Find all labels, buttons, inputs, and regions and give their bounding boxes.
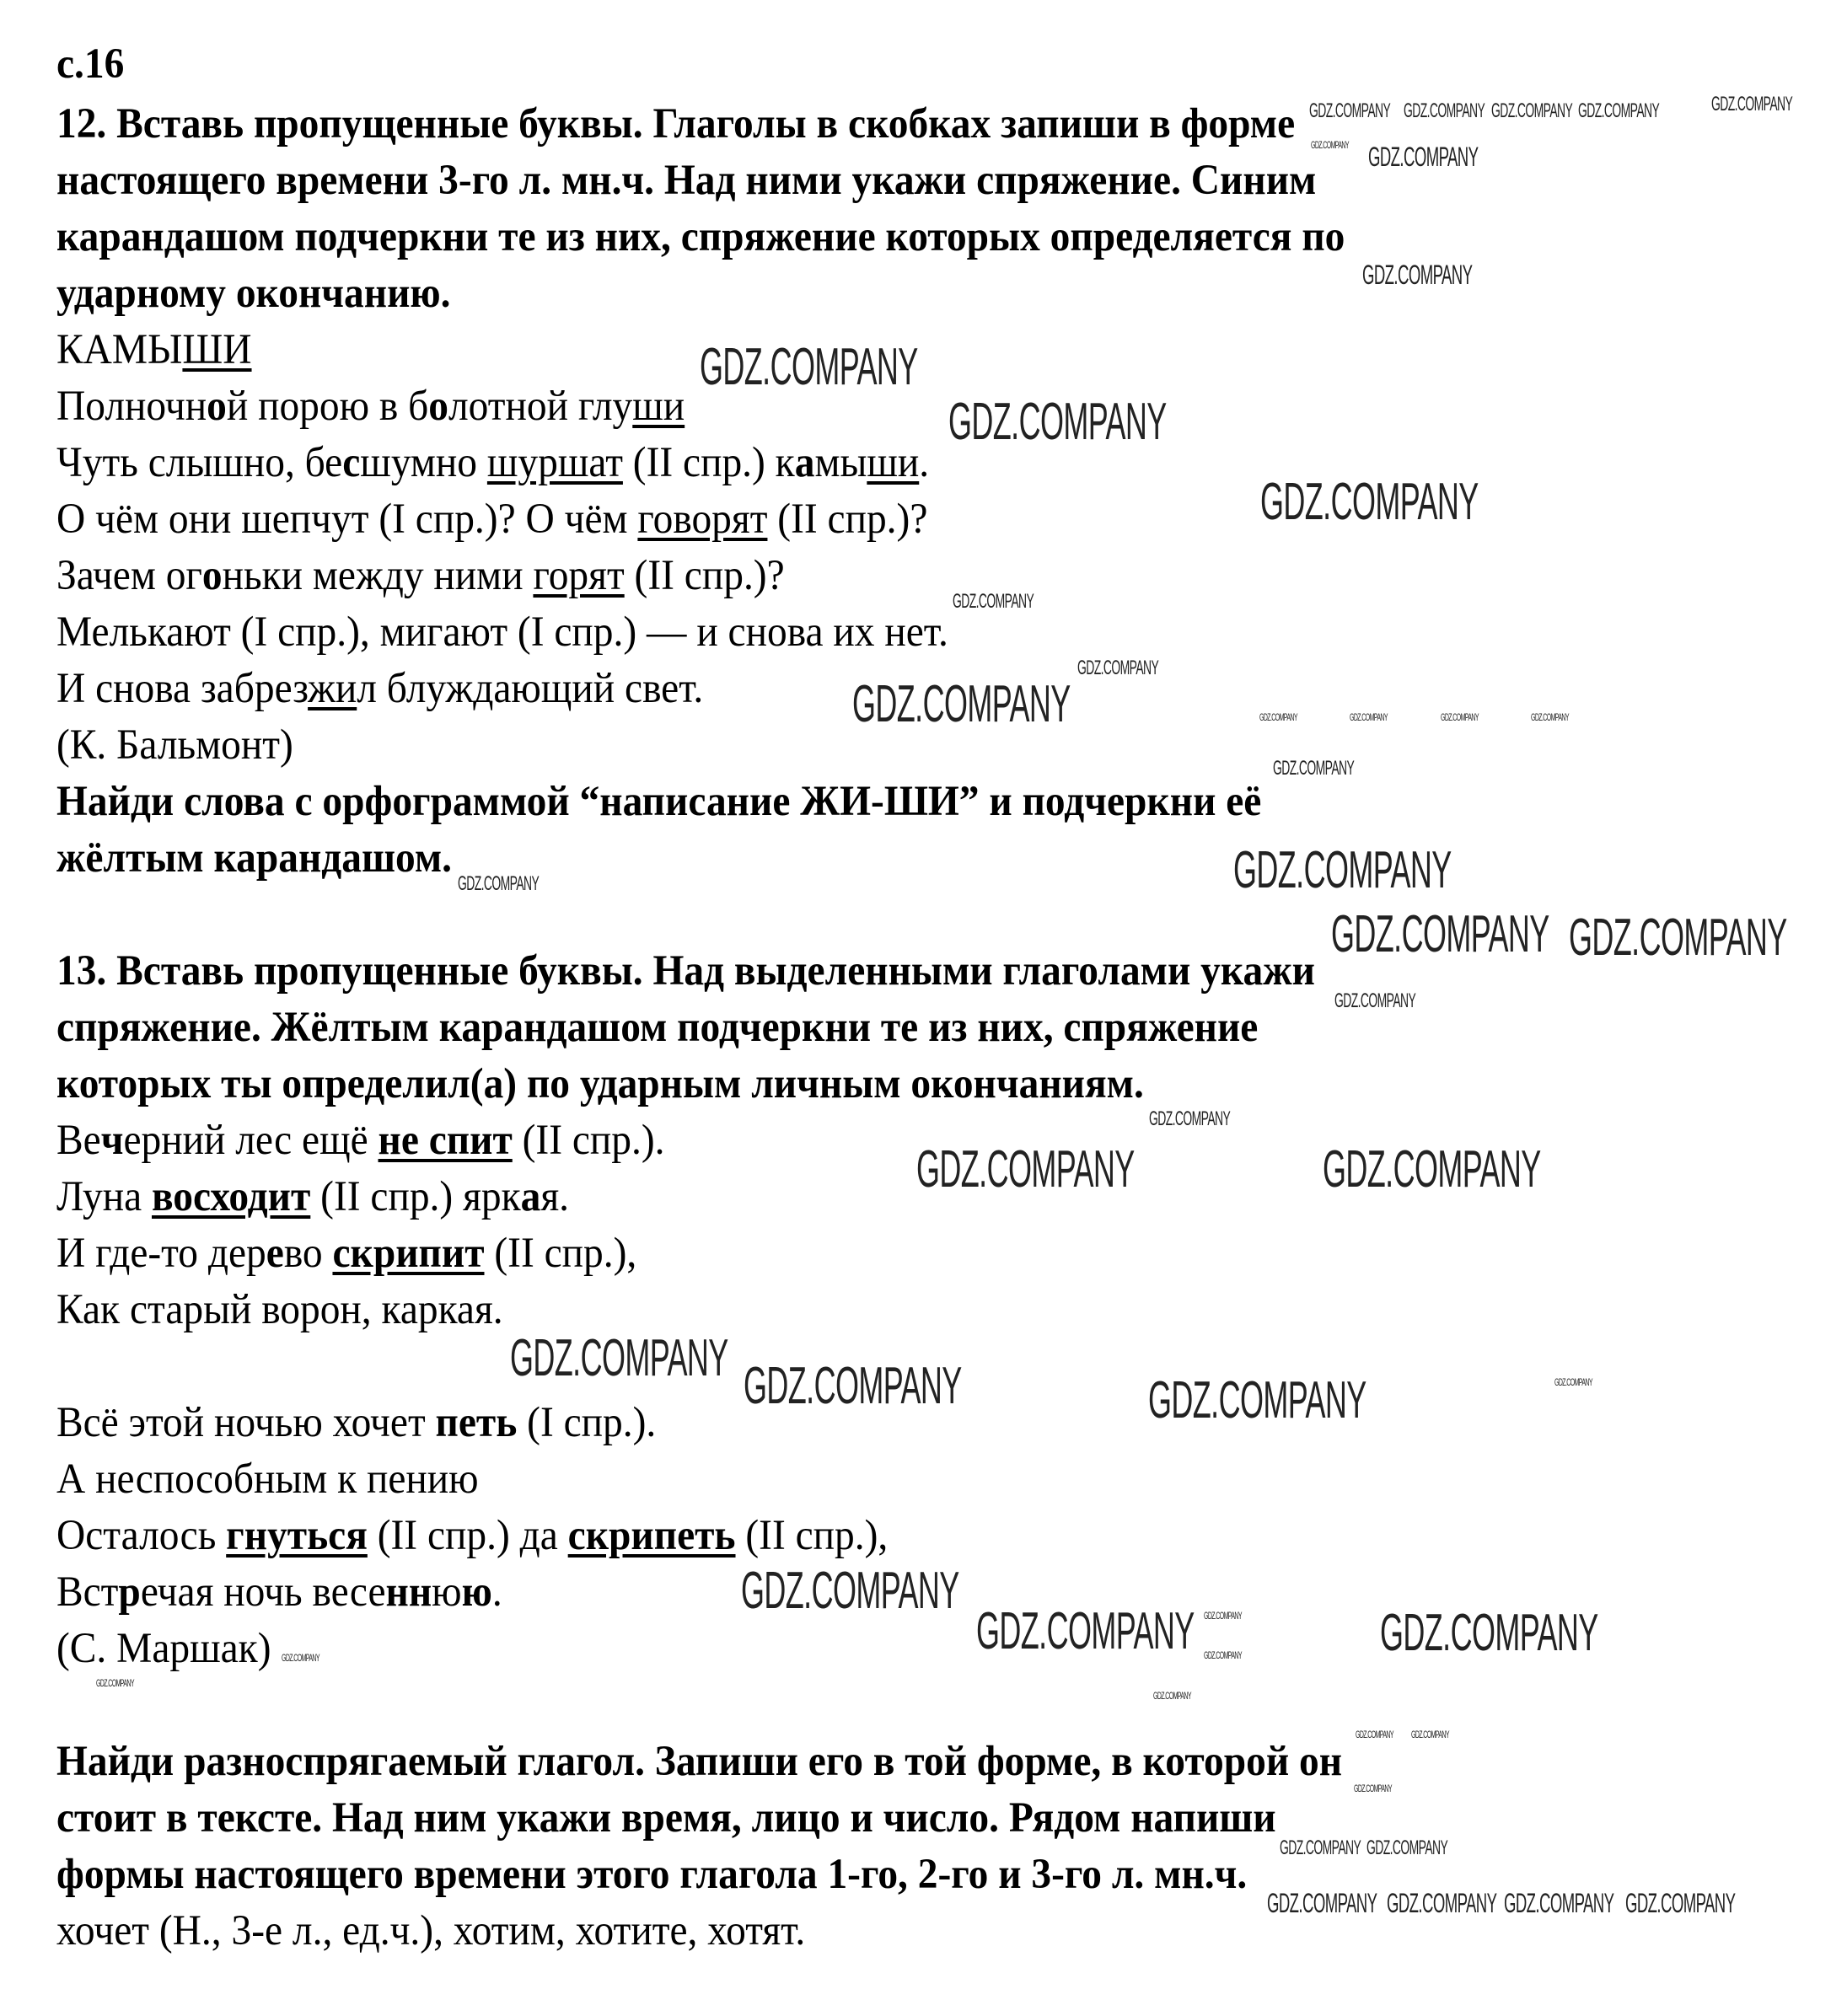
watermark: GDZ.COMPANY <box>1233 841 1452 899</box>
watermark: GDZ.COMPANY <box>1504 1888 1614 1918</box>
bold-text: р <box>118 1568 141 1616</box>
task-text-line <box>56 209 1703 265</box>
task-text-line <box>56 1734 1703 1790</box>
text-segment: Найди слова с орфограммой “написание ЖИ-ШИ” и подчеркни её <box>56 778 1262 825</box>
underlined-text: шуршат <box>486 439 623 486</box>
text-segment: стоит в тексте. Над ним укажи время, лицо и число. Рядом напиши <box>56 1794 1276 1842</box>
watermark: GDZ.COMPANY <box>1148 1371 1366 1429</box>
text-segment: . <box>919 439 930 486</box>
bold-text: о <box>207 383 227 430</box>
watermark: GDZ.COMPANY <box>700 338 918 396</box>
underlined-text: восходит <box>151 1173 311 1220</box>
watermark: GDZ.COMPANY <box>1411 1729 1449 1740</box>
task-text-line <box>56 1790 1703 1847</box>
underlined-text: ШИ <box>182 326 252 373</box>
text-segment: л блуждающий свет. <box>357 665 704 712</box>
text-segment: А неспособным к пению <box>56 1456 479 1503</box>
text-line <box>56 1225 1703 1282</box>
underlined-text: скрипеть <box>567 1512 736 1559</box>
text-segment: Ве <box>56 1117 101 1164</box>
watermark: GDZ.COMPANY <box>1711 93 1793 115</box>
watermark: GDZ.COMPANY <box>1204 1610 1242 1622</box>
text-segment: настоящего времени 3-го л. мн.ч. Над ними укажи спряжение. Синим <box>56 157 1317 204</box>
bold-text: е <box>266 1230 284 1277</box>
watermark: GDZ.COMPANY <box>458 872 540 895</box>
text-segment: во <box>283 1230 333 1277</box>
watermark: GDZ.COMPANY <box>96 1677 134 1689</box>
text-segment: 12. Вставь пропущенные буквы. Глаголы в скобках запиши в форме <box>56 100 1296 147</box>
watermark: GDZ.COMPANY <box>916 1140 1135 1198</box>
text-segment: (II спр.) да <box>367 1512 568 1559</box>
watermark: GDZ.COMPANY <box>1280 1836 1361 1859</box>
text-segment: которых ты определил(а) по ударным личным окончаниям. <box>56 1060 1144 1107</box>
text-line <box>56 1282 1703 1338</box>
underlined-text: скрипит <box>332 1230 485 1277</box>
watermark: GDZ.COMPANY <box>1273 757 1355 780</box>
text-segment: (II спр.) ярк <box>310 1173 521 1220</box>
watermark: GDZ.COMPANY <box>1309 99 1391 122</box>
watermark: GDZ.COMPANY <box>1531 711 1569 723</box>
text-line <box>56 1508 1703 1564</box>
watermark: GDZ.COMPANY <box>1311 139 1349 151</box>
text-segment: ньки между ними <box>222 552 534 599</box>
watermark: GDZ.COMPANY <box>1441 711 1479 723</box>
text-segment: Осталось <box>56 1512 227 1559</box>
text-segment: хочет (Н., 3-е л., ед.ч.), хотим, хотите, хотят. <box>56 1907 806 1954</box>
task-text-line <box>56 1000 1703 1056</box>
bold-text: о <box>428 383 448 430</box>
watermark: GDZ.COMPANY <box>953 590 1034 613</box>
text-segment: формы настоящего времени этого глагола 1-го, 2-го и 3-го л. мн.ч. <box>56 1851 1248 1898</box>
text-segment: Вст <box>56 1568 119 1616</box>
watermark: GDZ.COMPANY <box>1204 1649 1242 1661</box>
text-segment: Всё этой ночью хочет <box>56 1399 436 1446</box>
bold-text: ю <box>461 1568 492 1616</box>
text-segment: шумно <box>360 439 487 486</box>
text-segment: (II спр.), <box>484 1230 637 1277</box>
bold-text: а <box>794 439 815 486</box>
text-segment: ударному окончанию. <box>56 270 451 317</box>
watermark: GDZ.COMPANY <box>1331 905 1549 963</box>
bold-text: с <box>342 439 361 486</box>
watermark: GDZ.COMPANY <box>948 393 1167 451</box>
watermark: GDZ.COMPANY <box>1366 1836 1448 1859</box>
bold-text: ч <box>100 1117 124 1164</box>
text-segment: И где-то дер <box>56 1230 266 1277</box>
watermark: GDZ.COMPANY <box>1267 1888 1377 1918</box>
text-segment: жёлтым карандашом. <box>56 834 453 882</box>
page-label: с.16 <box>56 40 125 88</box>
document-body <box>56 93 1827 1960</box>
bold-text: нн <box>385 1568 432 1616</box>
text-segment: КАМЫ <box>56 326 183 373</box>
text-segment: (I спр.). <box>517 1399 657 1446</box>
text-segment: (К. Бальмонт) <box>56 721 293 769</box>
bold-text: о <box>201 552 223 599</box>
watermark: GDZ.COMPANY <box>1554 1376 1592 1388</box>
bold-text: петь <box>435 1399 518 1446</box>
watermark: GDZ.COMPANY <box>1368 142 1479 172</box>
underlined-text: горят <box>533 552 625 599</box>
watermark: GDZ.COMPANY <box>1387 1888 1497 1918</box>
watermark: GDZ.COMPANY <box>1380 1604 1598 1662</box>
watermark: GDZ.COMPANY <box>852 675 1071 733</box>
text-line <box>56 1451 1703 1508</box>
underlined-text: говорят <box>637 496 768 543</box>
bold-text: а <box>520 1173 541 1220</box>
text-segment: Найди разноспрягаемый глагол. Запиши его в той форме, в которой он <box>56 1738 1343 1785</box>
text-segment: спряжение. Жёлтым карандашом подчеркни те из них, спряжение <box>56 1004 1259 1051</box>
task-text-line <box>56 1056 1703 1113</box>
text-segment: я. <box>540 1173 570 1220</box>
text-segment: ю <box>432 1568 462 1616</box>
text-segment: (II спр.). <box>512 1117 665 1164</box>
watermark: GDZ.COMPANY <box>1259 711 1297 723</box>
watermark: GDZ.COMPANY <box>282 1652 319 1664</box>
text-segment: й порою в б <box>226 383 429 430</box>
text-segment: О чём они шепчут (I спр.)? О чём <box>56 496 638 543</box>
text-segment: лотной глу <box>448 383 633 430</box>
blank-line <box>56 1677 1703 1734</box>
watermark: GDZ.COMPANY <box>744 1357 962 1415</box>
text-segment: (II спр.)? <box>767 496 928 543</box>
text-line <box>56 548 1703 604</box>
text-segment: (II спр.), <box>735 1512 889 1559</box>
watermark: GDZ.COMPANY <box>1625 1888 1736 1918</box>
underlined-text: ши <box>867 439 920 486</box>
watermark: GDZ.COMPANY <box>1491 99 1573 122</box>
text-segment: Мелькают (I спр.), мигают (I спр.) — и снова их нет. <box>56 609 948 656</box>
watermark: GDZ.COMPANY <box>1356 1729 1393 1740</box>
task-text-line <box>56 774 1703 830</box>
text-line <box>56 604 1703 661</box>
watermark: GDZ.COMPANY <box>510 1329 728 1387</box>
watermark: GDZ.COMPANY <box>1350 711 1388 723</box>
text-segment: 13. Вставь пропущенные буквы. Над выделенными глаголами укажи <box>56 947 1315 995</box>
text-segment: . <box>491 1568 502 1616</box>
text-segment: ечая ночь весе <box>140 1568 386 1616</box>
text-segment: ерний лес ещё <box>123 1117 379 1164</box>
text-segment: (С. Маршак) <box>56 1625 271 1672</box>
watermark: GDZ.COMPANY <box>1404 99 1485 122</box>
watermark: GDZ.COMPANY <box>1354 1783 1392 1794</box>
text-segment: (II спр.) к <box>622 439 795 486</box>
watermark: GDZ.COMPANY <box>976 1602 1195 1660</box>
watermark: GDZ.COMPANY <box>1323 1140 1541 1198</box>
text-segment: (II спр.)? <box>624 552 785 599</box>
underlined-text: гнуться <box>226 1512 368 1559</box>
watermark: GDZ.COMPANY <box>1334 989 1416 1012</box>
task-text-line <box>56 830 1703 887</box>
underlined-text: не спит <box>378 1117 513 1164</box>
text-segment: Как старый ворон, каркая. <box>56 1286 503 1333</box>
watermark: GDZ.COMPANY <box>1153 1690 1191 1702</box>
text-segment: карандашом подчеркни те из них, спряжение которых определяется по <box>56 213 1345 260</box>
watermark: GDZ.COMPANY <box>1569 909 1787 967</box>
watermark: GDZ.COMPANY <box>1149 1107 1231 1130</box>
underlined-text: жи <box>308 665 357 712</box>
watermark: GDZ.COMPANY <box>1362 260 1473 290</box>
text-segment: мы <box>814 439 867 486</box>
text-segment: Чуть слышно, бе <box>56 439 343 486</box>
text-segment: И снова забрез <box>56 665 309 712</box>
text-segment: Зачем ог <box>56 552 202 599</box>
watermark: GDZ.COMPANY <box>1077 657 1159 679</box>
watermark: GDZ.COMPANY <box>1578 99 1660 122</box>
watermark: GDZ.COMPANY <box>741 1562 959 1620</box>
text-segment: Полночн <box>56 383 207 430</box>
text-segment: Луна <box>56 1173 152 1220</box>
underlined-text: ши <box>632 383 685 430</box>
document-page <box>56 36 1827 1960</box>
watermark: GDZ.COMPANY <box>1260 473 1479 531</box>
